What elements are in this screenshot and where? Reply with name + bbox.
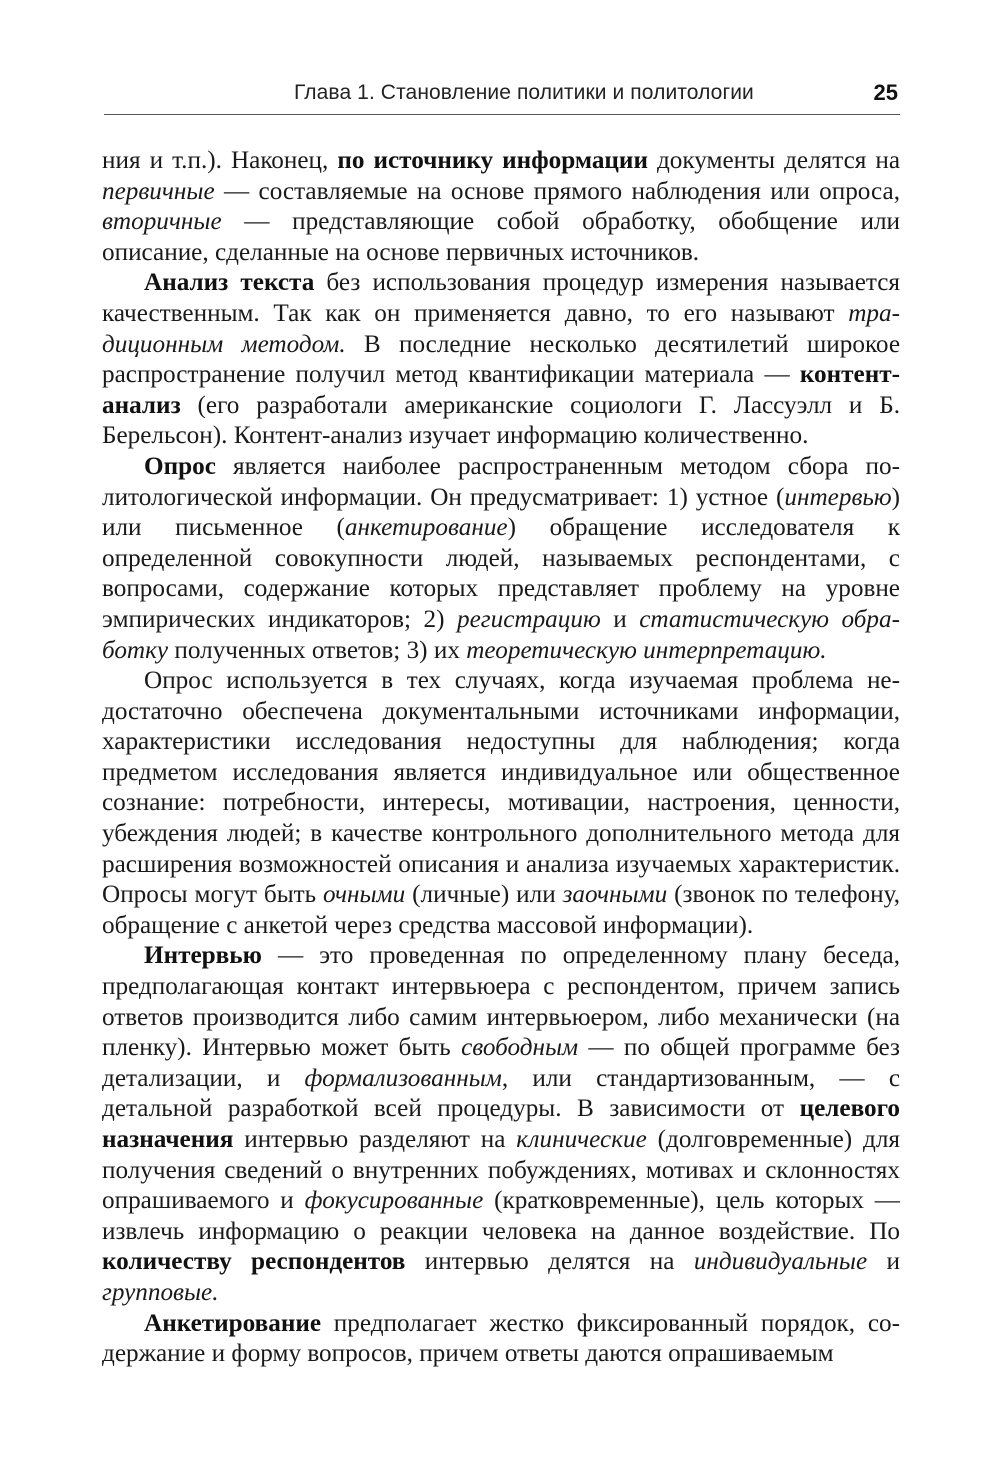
italic-term: формализованным — [304, 1064, 502, 1092]
text-run: ) обращение исследователя к определенной совокупности людей, называемых респондентами, с вопросами, содержание которых представляет проблему на уровне эмпирических индикаторов; 2) — [102, 514, 900, 633]
text-run: и — [867, 1248, 901, 1276]
italic-term: теоретическую интерпретацию. — [466, 636, 827, 664]
chapter-title: Глава 1. Становление политики и политологии — [294, 81, 754, 104]
text-run: предполагает жестко фиксированный порядок, содержание и форму вопросов, причем ответы даются опрашиваемым — [102, 1309, 900, 1368]
text-run: полученных ответов; 3) их — [168, 636, 467, 664]
paragraph-survey — [102, 452, 900, 666]
header-divider — [104, 114, 900, 115]
text-run: является наиболее распространенным методом сбора политологической информации. Он предусматривает: 1) устное ( — [102, 452, 900, 511]
bold-term: контент-анализ — [102, 361, 900, 419]
italic-term: фокусированные — [304, 1187, 484, 1215]
paragraph-text-analysis — [102, 268, 900, 452]
italic-term: групповые. — [102, 1278, 219, 1306]
text-run: (звонок по телефону, обращение с анкетой через средства массовой информации). — [102, 881, 900, 939]
text-run: (долговременные) для получения сведений о внутренних побуждениях, мотивах и склонностях опрашиваемого и — [102, 1126, 900, 1215]
text-run: — по общей программе без детализации, и — [102, 1034, 900, 1092]
bold-term: Интервью — [144, 942, 262, 970]
italic-term: свободным — [461, 1034, 579, 1062]
bold-term: целевого назначения — [102, 1095, 900, 1153]
italic-term: индивидуальные — [693, 1248, 868, 1276]
text-run: В последние несколько десятилетий широкое распространение получил метод квантификации материала — — [102, 330, 901, 389]
text-run: Опрос используется в тех случаях, когда изучаемая проблема недостаточно обеспечена документальными источниками информации, характеристики исследования недоступны для наблюдения; когда предметом исследования является индивидуальное или общественное сознание: потребности, интересы, мотивации, настроения, ценности, убеждения людей; в качестве контрольного дополнительного метода для расширения возможностей описания и анализа изучаемых характеристик. Опросы могут быть — [102, 667, 900, 909]
text-run: и — [600, 605, 640, 633]
body-text — [102, 146, 900, 1370]
italic-term: интервью — [784, 483, 892, 511]
italic-term: вторичные — [102, 208, 222, 236]
italic-term: статистическую обработку — [102, 605, 900, 664]
text-run: — составляемые на основе прямого наблюдения или опроса, — [214, 177, 900, 205]
text-run: (его разработали американские социологи Г. Лассуэлл и Б. Берельсон). Контент-анализ изучает информацию количественно. — [102, 391, 900, 450]
italic-term: анкетирование — [344, 514, 508, 542]
italic-term: регистрацию — [457, 605, 601, 633]
italic-term: первичные — [102, 177, 215, 205]
bold-term: Анкетирование — [144, 1309, 322, 1337]
bold-term: по источнику информации — [337, 147, 648, 174]
text-run: без использования процедур измерения называется качественным. Так как он применяется давно, то его называют — [102, 269, 900, 327]
page-number: 25 — [873, 80, 898, 105]
text-run: , или стандартизованным, — с детальной разработкой всей процедуры. В зависимости от — [102, 1064, 901, 1123]
paragraph-sources — [102, 146, 900, 268]
text-run: (личные) или — [405, 881, 563, 909]
text-run: — это проведенная по определенному плану беседа, предполагающая контакт интервьюера с респондентом, причем запись ответов производится либо самим интервьюером, либо механически (на пленку). Интервью может быть — [102, 942, 900, 1062]
paragraph-interview — [102, 941, 900, 1308]
text-run: интервью делятся на — [405, 1248, 694, 1276]
italic-term: клинические — [516, 1126, 647, 1153]
italic-term: заочными — [562, 881, 668, 909]
italic-term: очными — [323, 881, 406, 909]
bold-term: Анализ текста — [144, 269, 315, 297]
paragraph-survey-usage — [102, 666, 900, 941]
text-run: — представляющие собой обработку, обобщение или описание, сделанные на основе первичных источников. — [102, 208, 900, 266]
running-header — [104, 72, 900, 108]
text-run: ) или письменное ( — [102, 483, 900, 542]
paragraph-questionnaire — [102, 1309, 900, 1370]
bold-term: количеству респондентов — [102, 1248, 406, 1276]
text-run: документы делятся на — [647, 147, 901, 174]
text-run: ния и т.п.). Наконец, — [102, 147, 338, 174]
text-run: интервью разделяют на — [233, 1126, 517, 1153]
text-run: (кратковременные), цель которых — извлечь информацию о реакции человека на данное воздействие. По — [102, 1187, 900, 1245]
italic-term: традиционным методом. — [102, 299, 900, 358]
bold-term: Опрос — [144, 452, 216, 480]
